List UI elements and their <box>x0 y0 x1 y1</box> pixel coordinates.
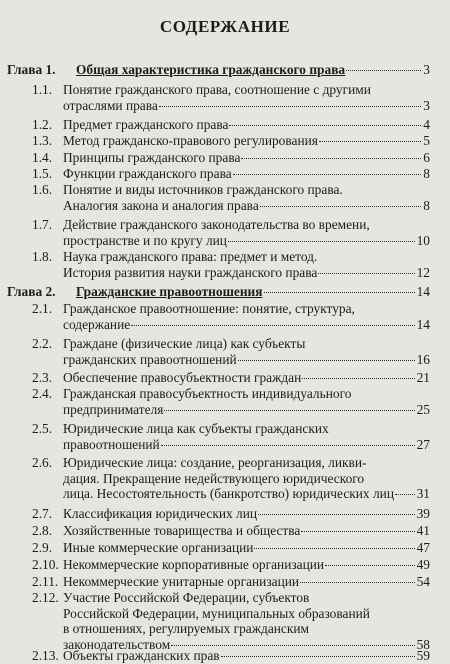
toc-page-number: 21 <box>416 370 430 385</box>
toc-entry-line: Некоммерческие корпоративные организации <box>63 557 325 572</box>
toc-page-number: 31 <box>416 486 430 502</box>
toc-entry-number: 2.5. <box>32 421 53 436</box>
toc-dot-leader <box>159 106 421 107</box>
toc-dot-leader <box>260 206 422 207</box>
toc-entry-line: Наука гражданского права: предмет и метод. <box>63 249 318 264</box>
toc-entry-line: пространстве и по кругу лиц <box>63 232 227 248</box>
toc-entry-number: 2.11. <box>32 574 59 589</box>
toc-entry-title <box>63 648 430 664</box>
toc-entry-line: законодательством <box>63 636 171 652</box>
toc-page-number: 47 <box>416 540 430 555</box>
toc-page-number: 59 <box>416 648 430 663</box>
toc-entry-line: Понятие гражданского права, соотношение с другими <box>63 82 371 97</box>
toc-dot-leader <box>131 325 414 326</box>
toc-entry-line: Действие гражданского законодательства во времени, <box>63 217 370 232</box>
toc-dot-leader <box>233 174 422 175</box>
toc-entry-title <box>63 133 430 149</box>
toc-entry-line: Некоммерческие унитарные организации <box>63 574 300 589</box>
toc-entry-number: 2.8. <box>32 523 53 538</box>
toc-dot-leader <box>325 565 415 566</box>
toc-dot-leader <box>302 378 414 379</box>
toc-entry-line: Классификация юридических лиц <box>63 506 258 521</box>
toc-entry-title <box>63 117 430 133</box>
toc-dot-leader <box>318 273 414 274</box>
toc-page-number: 14 <box>416 284 430 299</box>
toc-entry-title <box>63 455 430 502</box>
toc-entry-number: 1.8. <box>32 249 53 264</box>
toc-entry-line: Иные коммерческие организации <box>63 540 254 555</box>
toc-dot-leader <box>395 494 415 495</box>
toc-entry-number: 1.7. <box>32 217 53 232</box>
toc-entry-line: Функции гражданского права <box>63 166 232 181</box>
toc-entry-line: Юридические лица: создание, реорганизация, ликви- <box>63 455 367 470</box>
toc-entry-title <box>63 166 430 182</box>
toc-entry-title <box>63 336 430 367</box>
toc-dot-leader <box>300 582 415 583</box>
toc-page-number: 4 <box>423 117 430 132</box>
toc-dot-leader <box>254 548 414 549</box>
toc-page-number: 39 <box>416 506 430 521</box>
toc-page-number: 8 <box>423 197 430 213</box>
toc-entry-title <box>76 284 430 300</box>
toc-dot-leader <box>241 158 421 159</box>
toc-dot-leader <box>164 410 414 411</box>
toc-page-number: 8 <box>423 166 430 181</box>
toc-entry-number: 2.2. <box>32 336 53 351</box>
toc-dot-leader <box>301 531 414 532</box>
toc-entry-number: 1.5. <box>32 166 53 181</box>
toc-entry-title <box>63 421 430 452</box>
toc-dot-leader <box>346 70 421 71</box>
toc-entry-title <box>63 82 430 113</box>
toc-page-number: 10 <box>416 232 430 248</box>
toc-page-number: 54 <box>416 574 430 589</box>
toc-page-number: 25 <box>416 401 430 417</box>
toc-entry-number: Глава 2. <box>7 284 56 299</box>
toc-entry-title <box>76 62 430 78</box>
toc-page-number: 49 <box>416 557 430 572</box>
toc-entry-number: 2.12. <box>32 590 59 605</box>
toc-entry-number: 2.6. <box>32 455 53 470</box>
toc-dot-leader <box>221 656 415 657</box>
toc-entry-line: лица. Несостоятельность (банкротство) юридических лиц <box>63 486 394 502</box>
toc-entry-title <box>63 182 430 213</box>
toc-dot-leader <box>161 445 415 446</box>
toc-entry-line: Гражданские правоотношения <box>76 284 263 299</box>
toc-entry-title <box>63 150 430 166</box>
toc-page-number: 16 <box>416 351 430 367</box>
toc-entry-number: 1.2. <box>32 117 53 132</box>
toc-entry-title <box>63 506 430 522</box>
toc-entry-line: Понятие и виды источников гражданского права. <box>63 182 343 197</box>
toc-entry-line: Гражданская правосубъектность индивидуального <box>63 386 352 401</box>
toc-entry-line: Объекты гражданских прав <box>63 648 220 663</box>
toc-entry-line: Общая характеристика гражданского права <box>76 62 346 77</box>
toc-entry-line: гражданских правоотношений <box>63 351 237 367</box>
toc-entry-number: 2.7. <box>32 506 53 521</box>
toc-entry-line: Метод гражданско-правового регулирования <box>63 133 318 148</box>
toc-dot-leader <box>171 645 414 646</box>
toc-entry-number: 2.3. <box>32 370 53 385</box>
toc-entry-line: правоотношений <box>63 436 160 452</box>
toc-page-number: 27 <box>416 436 430 452</box>
toc-page-number: 5 <box>423 133 430 148</box>
toc-page-number: 41 <box>416 523 430 538</box>
toc-entry-title <box>63 523 430 539</box>
toc-entry-line: История развития науки гражданского права <box>63 264 318 280</box>
toc-entry-line: Участие Российской Федерации, субъектов <box>63 590 310 605</box>
toc-entry-line: Гражданское правоотношение: понятие, структура, <box>63 301 355 316</box>
toc-entry-title <box>63 574 430 590</box>
toc-entry-number: 2.9. <box>32 540 53 555</box>
toc-page-number: 12 <box>416 264 430 280</box>
toc-entry-number: 2.1. <box>32 301 53 316</box>
toc-entry-line: предпринимателя <box>63 401 164 417</box>
toc-entry-title <box>63 301 430 332</box>
toc-entry-line: Хозяйственные товарищества и общества <box>63 523 301 538</box>
toc-entry-line: в отношениях, регулируемых гражданским <box>63 621 310 637</box>
toc-dot-leader <box>258 514 415 515</box>
toc-dot-leader <box>238 360 415 361</box>
toc-entry-line: Аналогия закона и аналогия права <box>63 197 259 213</box>
toc-entry-number: 2.13. <box>32 648 59 663</box>
toc-dot-leader <box>319 141 421 142</box>
toc-entry-number: 1.1. <box>32 82 53 97</box>
toc-entry-line: Граждане (физические лица) как субъекты <box>63 336 306 351</box>
toc-entry-line: отраслями права <box>63 97 158 113</box>
toc-entry-title <box>63 249 430 280</box>
toc-dot-leader <box>229 125 421 126</box>
toc-entry-title <box>63 540 430 556</box>
toc-entry-number: 1.3. <box>32 133 53 148</box>
toc-entry-line: Принципы гражданского права <box>63 150 241 165</box>
toc-page-number: 58 <box>416 636 430 652</box>
toc-entry-title <box>63 217 430 248</box>
toc-page-number: 6 <box>423 150 430 165</box>
toc-entry-title <box>63 386 430 417</box>
toc-entry-number: Глава 1. <box>7 62 56 77</box>
toc-entry-line: дация. Прекращение недействующего юридического <box>63 470 365 486</box>
toc-entry-number: 1.4. <box>32 150 53 165</box>
toc-entry-title <box>63 557 430 573</box>
toc-entry-number: 2.4. <box>32 386 53 401</box>
toc-entry-line: Предмет гражданского права <box>63 117 229 132</box>
toc-page-number: 3 <box>423 62 430 77</box>
toc-entry-line: Юридические лица как субъекты гражданских <box>63 421 329 436</box>
toc-entry-title <box>63 590 430 652</box>
toc-entry-title <box>63 370 430 386</box>
toc-entry-line: Российской Федерации, муниципальных образований <box>63 605 370 621</box>
toc-entry-number: 2.10. <box>32 557 59 572</box>
toc-page-number: 14 <box>416 316 430 332</box>
toc-dot-leader <box>228 241 415 242</box>
page-title: СОДЕРЖАНИЕ <box>159 17 291 36</box>
toc-entry-number: 1.6. <box>32 182 53 197</box>
toc-dot-leader <box>264 292 415 293</box>
toc-entry-line: Обеспечение правосубъектности граждан <box>63 370 302 385</box>
toc-page-number: 3 <box>423 97 430 113</box>
toc-entry-line: содержание <box>63 316 131 332</box>
